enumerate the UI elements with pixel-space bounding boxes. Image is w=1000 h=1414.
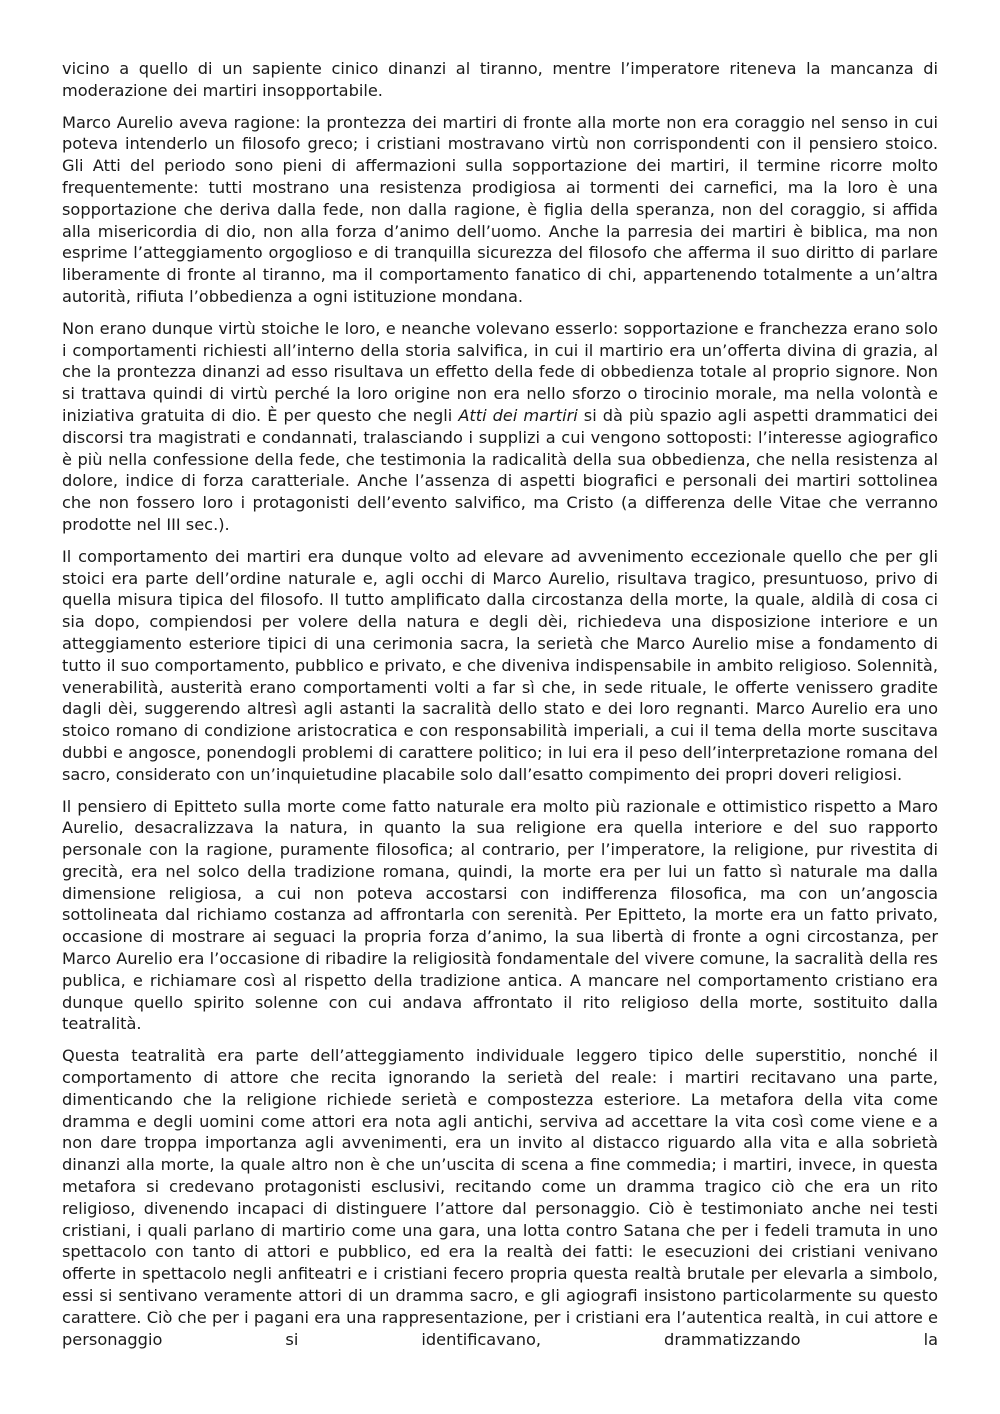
paragraph-4: Il comportamento dei martiri era dunque volto ad elevare ad avvenimento eccezionale quello che per gli stoici era parte dell’ordine naturale e, agli occhi di Marco Aurelio, risultava tragico, presuntuoso, privo di quella misura tipica del filosofo. Il tutto amplificato dalla circostanza della morte, la quale, aldilà di cosa ci sia dopo, compiendosi per volere della natura e degli dèi, richiedeva una disposizione interiore e un atteggiamento esteriore tipici di una cerimonia sacra, la serietà che Marco Aurelio mise a fondamento di tutto il suo comportamento, pubblico e privato, e che diveniva indispensabile in ambito religioso. Solennità, venerabilità, austerità erano comportamenti volti a far sì che, in sede rituale, le offerte venissero gradite dagli dèi, suggerendo altresì agli astanti la sacralità dello stato e dei loro regnanti. Marco Aurelio era uno stoico romano di condizione aristocratica e con responsabilità imperiali, a cui il tema della morte suscitava dubbi e angosce, ponendogli problemi di carattere politico; in lui era il peso dell’interpretazione romana del sacro, considerato con un’inquietudine placabile solo dall’esatto compimento dei propri doveri religiosi. (62, 546, 938, 784)
paragraph-6: Questa teatralità era parte dell’atteggiamento individuale leggero tipico delle superstitio, nonché il comportamento di attore che recita ignorando la serietà del reale: i martiri recitavano una parte, dimenticando che la religione richiede serietà e compostezza esteriore. La metafora della vita come dramma e degli uomini come attori era nota agli antichi, serviva ad accettare la vita così come viene e a non dare troppa importanza agli avvenimenti, era un invito al distacco riguardo alla vita e alla sobrietà dinanzi alla morte, la quale altro non è che un’uscita di scena a fine commedia; i martiri, invece, in questa metafora si credevano protagonisti esclusivi, recitando come un dramma tragico ciò che era un rito religioso, divenendo incapaci di distinguere l’attore dal personaggio. Ciò è testimoniato anche nei testi cristiani, i quali parlano di martirio come una gara, una lotta contro Satana che per i fedeli tramuta in uno spettacolo con tanto di attori e pubblico, ed era la realtà dei fatti: le esecuzioni dei cristiani venivano offerte in spettacolo negli anfiteatri e i cristiani fecero propria questa realtà brutale per elevarla a simbolo, essi si sentivano veramente attori di un dramma sacro, e gli agiografi insistono particolarmente su questo carattere. Ciò che per i pagani era una rappresentazione, per i cristiani era l’autentica realtà, in cui attore e personaggio si identificavano, drammatizzando la (62, 1046, 938, 1349)
paragraph-3-before: Non erano dunque virtù stoiche le loro, e neanche volevano esserlo: sopportazione e franchezza erano solo i comportamenti richiesti all’interno della storia salvifica, in cui il martirio era un’offerta divina di grazia, al che la prontezza dinanzi ad esso risultava un effetto della fede di obbedienza totale al proprio signore. Non si trattava quindi di virtù perché la loro origine non era nello sforzo o tirocinio morale, ma nella volontà e iniziativa gratuita di dio. È per questo che negli (62, 318, 938, 425)
paragraph-3-after: si dà più spazio agli aspetti drammatici dei discorsi tra magistrati e condannati, tralasciando i supplizi a cui vengono sottoposti: l’interesse agiografico è più nella confessione della fede, che testimonia la radicalità della sua obbedienza, che nella resistenza al dolore, indice di forza caratteriale. Anche l’assenza di aspetti biografici e personali dei martiri sottolinea che non fossero loro i protagonisti dell’evento salvifico, ma Cristo (a differenza delle Vitae che verranno prodotte nel III sec.). (62, 405, 938, 534)
paragraph-1: vicino a quello di un sapiente cinico dinanzi al tiranno, mentre l’imperatore riteneva la mancanza di moderazione dei martiri insopportabile. (62, 59, 938, 100)
paragraph-3 (62, 318, 938, 536)
document-page (62, 58, 938, 1360)
paragraph-5: Il pensiero di Epitteto sulla morte come fatto naturale era molto più razionale e ottimistico rispetto a Maro Aurelio, desacralizzava la natura, in quanto la sua religione era quella interiore e del suo rapporto personale con la ragione, puramente filosofica; al contrario, per l’imperatore, la religione, pur rivestita di grecità, era nel solco della tradizione romana, quindi, la morte era per lui un fatto sì naturale ma dalla dimensione religiosa, a cui non poteva accostarsi con indifferenza filosofica, ma con un’angoscia sottolineata dal richiamo costanza ad affrontarla con serenità. Per Epitteto, la morte era un fatto privato, occasione di mostrare ai seguaci la propria forza d’animo, la sua libertà di fronte a ogni circostanza, per Marco Aurelio era l’occasione di ribadire la religiosità fondamentale del vivere comune, la sacralità della res publica, e richiamare così al rispetto della tradizione antica. A mancare nel comportamento cristiano era dunque quello spirito solenne con cui andava affrontato il rito religioso della morte, sostituito dalla teatralità. (62, 796, 938, 1034)
paragraph-3-italic-title: Atti dei martiri (458, 405, 578, 425)
paragraph-2: Marco Aurelio aveva ragione: la prontezza dei martiri di fronte alla morte non era coraggio nel senso in cui poteva intenderlo un filosofo greco; i cristiani mostravano virtù non corrispondenti con il pensiero stoico. Gli Atti del periodo sono pieni di affermazioni sulla sopportazione dei martiri, il termine ricorre molto frequentemente: tutti mostrano una resistenza prodigiosa ai tormenti dei carnefici, ma la loro è una sopportazione che deriva dalla fede, non dalla ragione, è figlia della speranza, non del coraggio, si affida alla misericordia di dio, non alla forza d’animo dell’uomo. Anche la parresia dei martiri è biblica, ma non esprime l’atteggiamento orgoglioso e di tranquilla sicurezza del filosofo che afferma il suo diritto di parlare liberamente di fronte al tiranno, ma il comportamento fanatico di chi, appartenendo totalmente a un’altra autorità, rifiuta l’obbedienza a ogni istituzione mondana. (62, 112, 938, 306)
